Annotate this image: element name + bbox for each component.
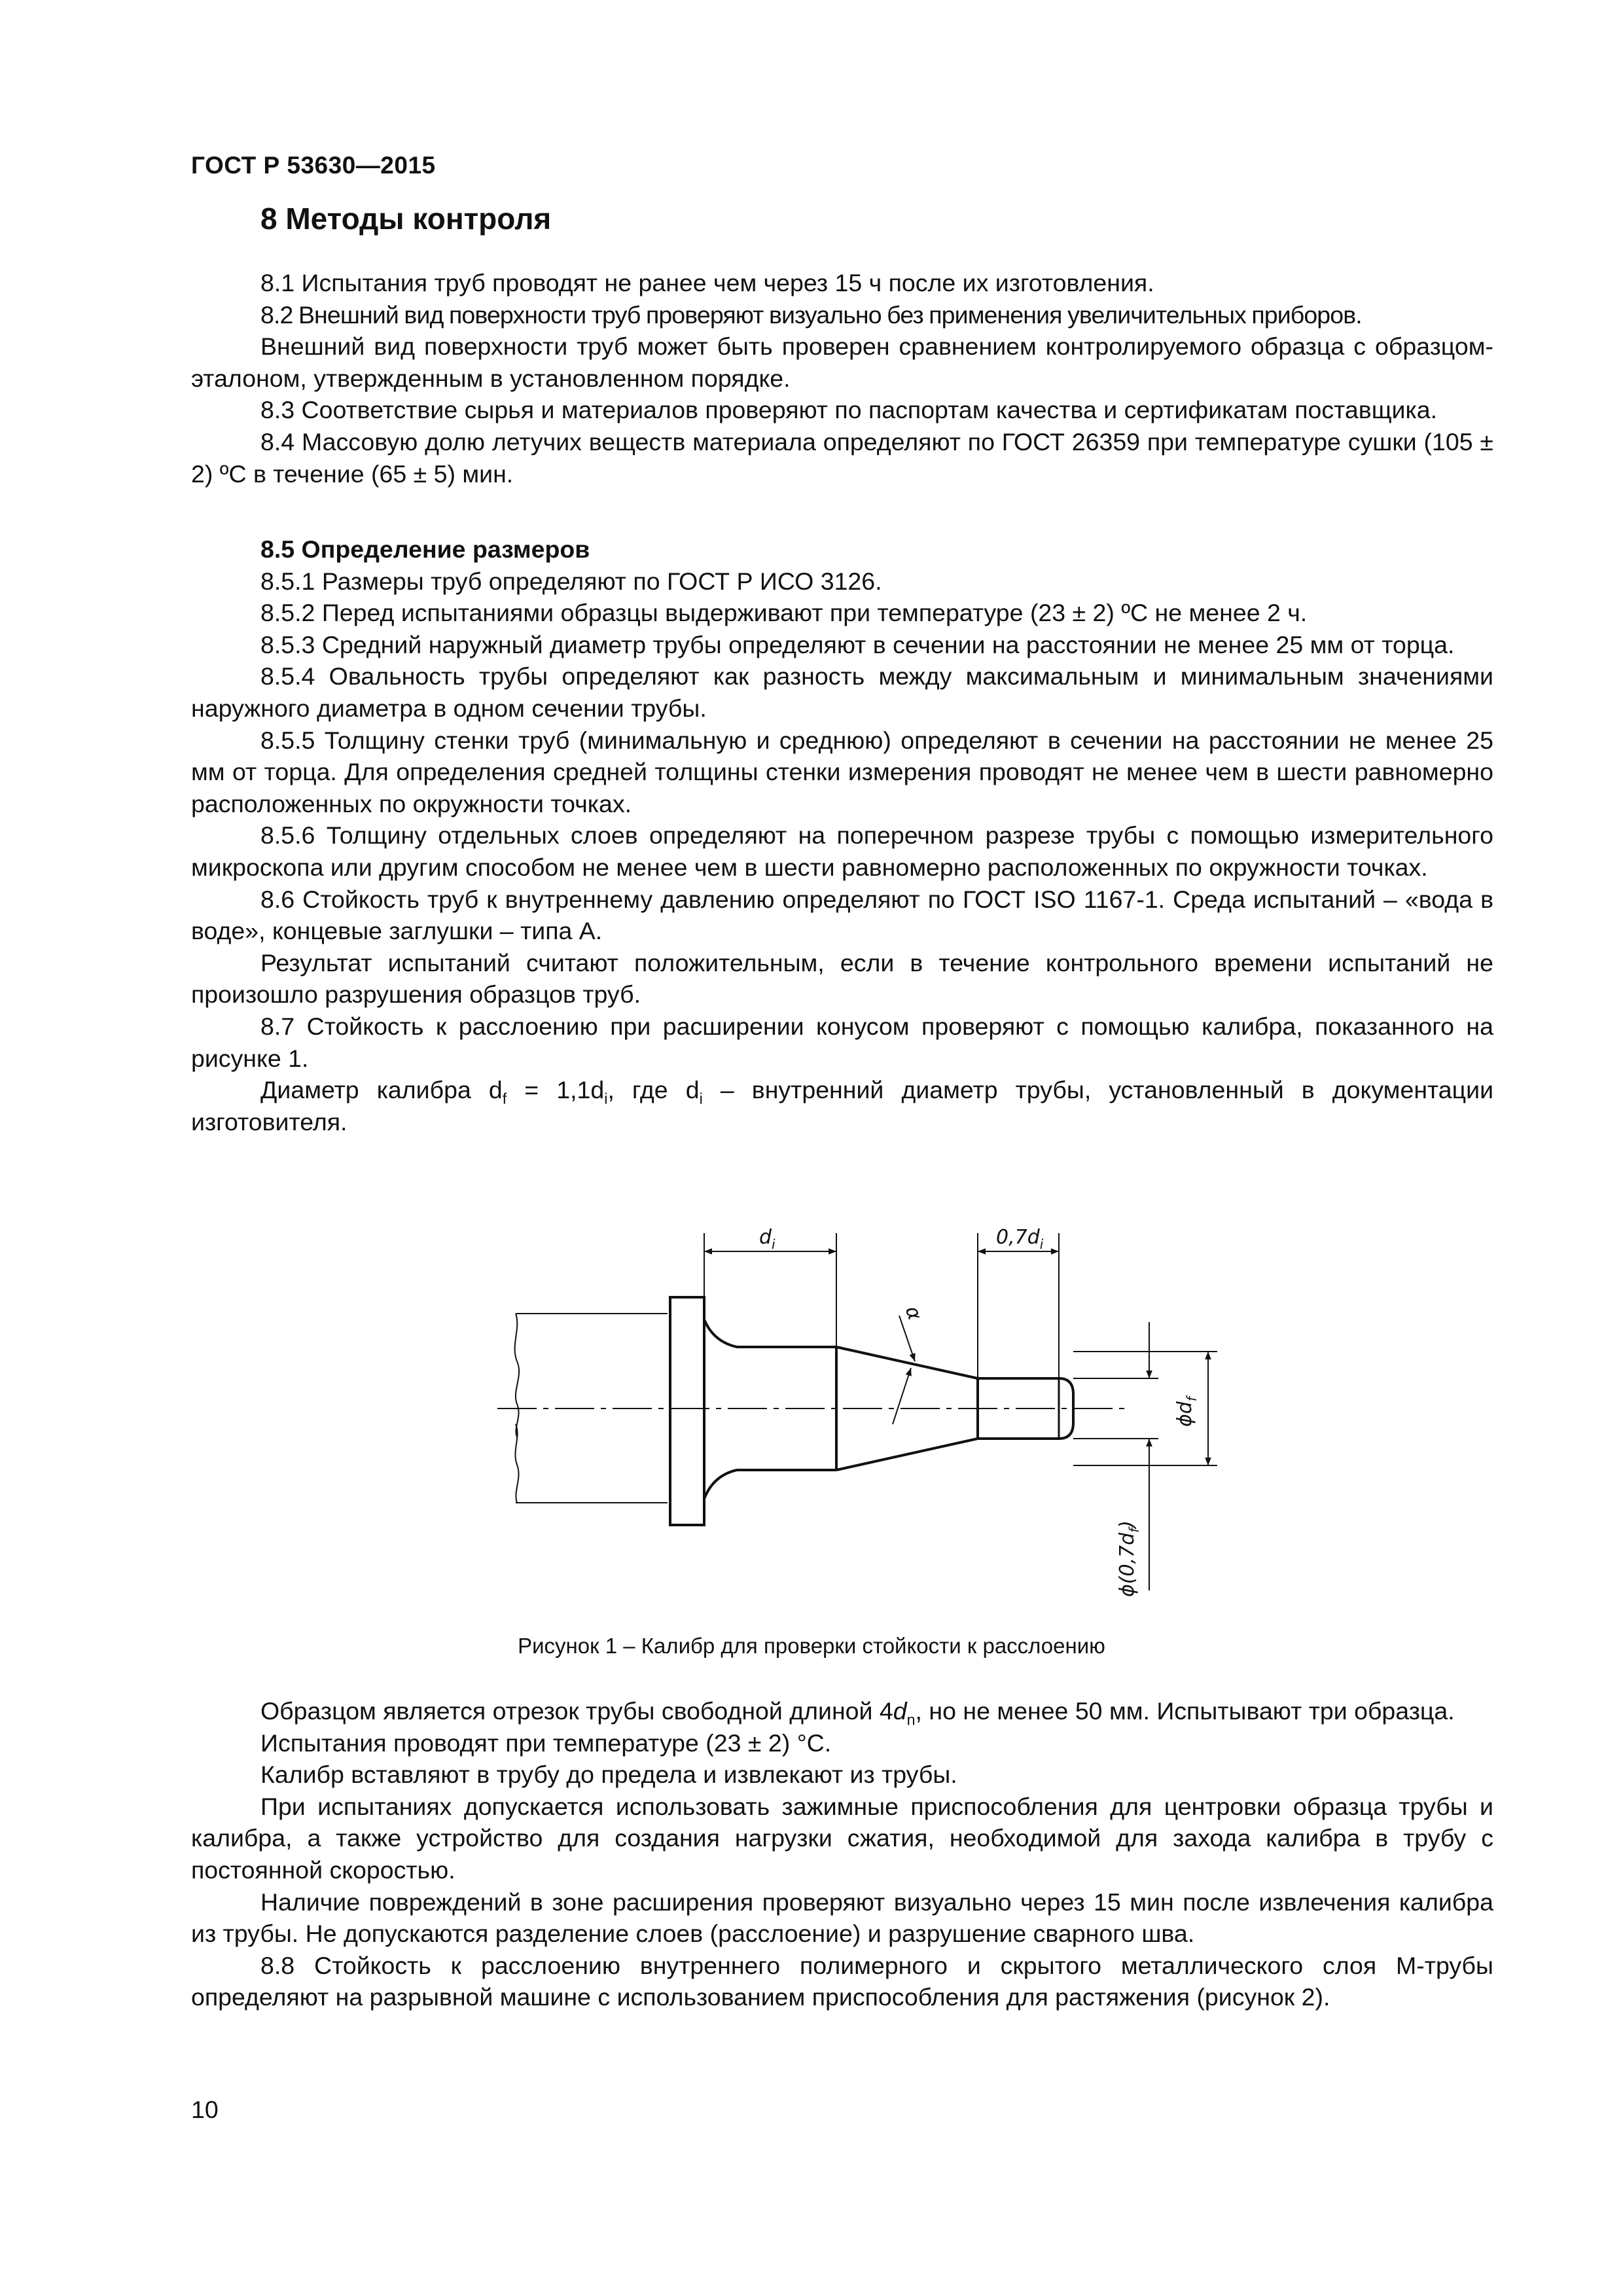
bottom-paragraphs <box>191 1695 1493 2013</box>
subsection-title: 8.5 Определение размеров <box>260 535 590 563</box>
paragraph-caliber-diameter: Диаметр калибра $d_f = 1,1d_i$, где $d_i$ – внутренний диаметр трубы, установленный в документации изготовителя. <box>191 1076 1494 1136</box>
figure-caliber-drawing <box>497 1204 1237 1610</box>
label-07di: $0,7d_i$ <box>996 1226 1044 1252</box>
paragraph-8-5-1: 8.5.1 Размеры труб определяют по ГОСТ Р ИСО 3126. <box>260 567 882 595</box>
section-title: 8 Методы контроля <box>260 202 552 236</box>
paragraph-8-2: 8.2 Внешний вид поверхности труб проверяют визуально без применения увеличительных приборов. <box>260 300 1362 329</box>
label-di: $d_i$ <box>759 1226 776 1252</box>
figure-caption: Рисунок 1 – Калибр для проверки стойкости к расслоению <box>518 1634 1105 1658</box>
label-phi-df: $\phi d_f$ <box>1173 1397 1200 1427</box>
page-number: 10 <box>191 2096 219 2123</box>
paragraph-8-5-5: 8.5.5 Толщину стенки труб (минимальную и среднюю) определяют в сечении на расстоянии не менее 25 мм от торца. Для определения средней толщины стенки измерения проводят не менее чем в шести равномерно расположенных по окружности точках. <box>191 726 1493 817</box>
paragraph-appearance: Внешний вид поверхности труб может быть проверен сравнением контролируемого образца с образцом-эталоном, утвержденным в установленном порядке. <box>191 332 1493 392</box>
paragraph-8-4: 8.4 Массовую долю летучих веществ материала определяют по ГОСТ 26359 при температуре сушки (105 ± 2) ºС в течение (65 ± 5) мин. <box>191 427 1493 488</box>
break-line-top <box>515 1314 520 1437</box>
break-line-bottom <box>515 1424 518 1503</box>
paragraph-8-3: 8.3 Соответствие сырья и материалов проверяют по паспортам качества и сертификатам поставщика. <box>260 396 1438 424</box>
paragraph-insert-caliber: Калибр вставляют в трубу до предела и извлекают из трубы. <box>260 1761 957 1789</box>
paragraph-clamping: При испытаниях допускается использовать зажимные приспособления для центровки образца трубы и калибра, а также устройство для создания нагрузки сжатия, необходимой для захода калибра в трубу с постоянной скоростью. <box>191 1792 1493 1884</box>
paragraph-8-5-3: 8.5.3 Средний наружный диаметр трубы определяют в сечении на расстоянии не менее 25 мм от торца. <box>260 630 1455 658</box>
caliber-flange <box>670 1297 704 1525</box>
document-code: ГОСТ Р 53630—2015 <box>191 152 436 179</box>
paragraph-8-6: 8.6 Стойкость труб к внутреннему давлению определяют по ГОСТ ISO 1167-1. Среда испытаний – «вода в воде», концевые заглушки – типа А. <box>191 885 1493 945</box>
paragraph-damage-check: Наличие повреждений в зоне расширения проверяют визуально через 15 мин после извлечения калибра из трубы. Не допускаются разделение слоев (расслоение) и разрушение сварного шва. <box>191 1888 1493 1948</box>
paragraph-8-5-6: 8.5.6 Толщину отдельных слоев определяют на поперечном разрезе трубы с помощью измерительного микроскопа или другим способом не менее чем в шести равномерно расположенных по окружности точках. <box>191 821 1493 881</box>
caliber-cone-top <box>836 1347 978 1378</box>
paragraph-8-7: 8.7 Стойкость к расслоению при расширении конусом проверяют с помощью калибра, показанного на рисунке 1. <box>191 1012 1493 1072</box>
caliber-cone-bottom <box>836 1439 978 1470</box>
paragraph-result: Результат испытаний считают положительным, если в течение контрольного времени испытаний не произошло разрушения образцов труб. <box>191 948 1493 1009</box>
caliber-drawing-svg <box>497 1204 1237 1610</box>
paragraph-8-1: 8.1 Испытания труб проводят не ранее чем через 15 ч после их изготовления. <box>260 269 1154 296</box>
label-alpha: α <box>900 1303 927 1323</box>
paragraph-sample: Образцом является отрезок трубы свободной длиной $4d_n$, но не менее 50 мм. Испытывают три образца. <box>260 1697 1455 1729</box>
paragraph-test-temperature: Испытания проводят при температуре (23 ± 2) °С. <box>260 1729 832 1757</box>
caliber-neck-top <box>704 1319 836 1347</box>
top-paragraphs <box>191 267 1493 490</box>
caliber-neck-bottom <box>704 1470 836 1499</box>
label-phi-07df: $\phi(0,7d_f)$ <box>1116 1520 1142 1597</box>
dimensions-section <box>191 533 1493 1138</box>
paragraph-8-5-2: 8.5.2 Перед испытаниями образцы выдерживают при температуре (23 ± 2) ºС не менее 2 ч. <box>260 599 1308 627</box>
paragraph-8-5-4: 8.5.4 Овальность трубы определяют как разность между максимальным и минимальным значениями наружного диаметра в одном сечении трубы. <box>191 662 1493 722</box>
paragraph-8-8: 8.8 Стойкость к расслоению внутреннего полимерного и скрытого металлического слоя М-трубы определяют на разрывной машине с использованием приспособления для растяжения (рисунок 2). <box>191 1951 1493 2011</box>
